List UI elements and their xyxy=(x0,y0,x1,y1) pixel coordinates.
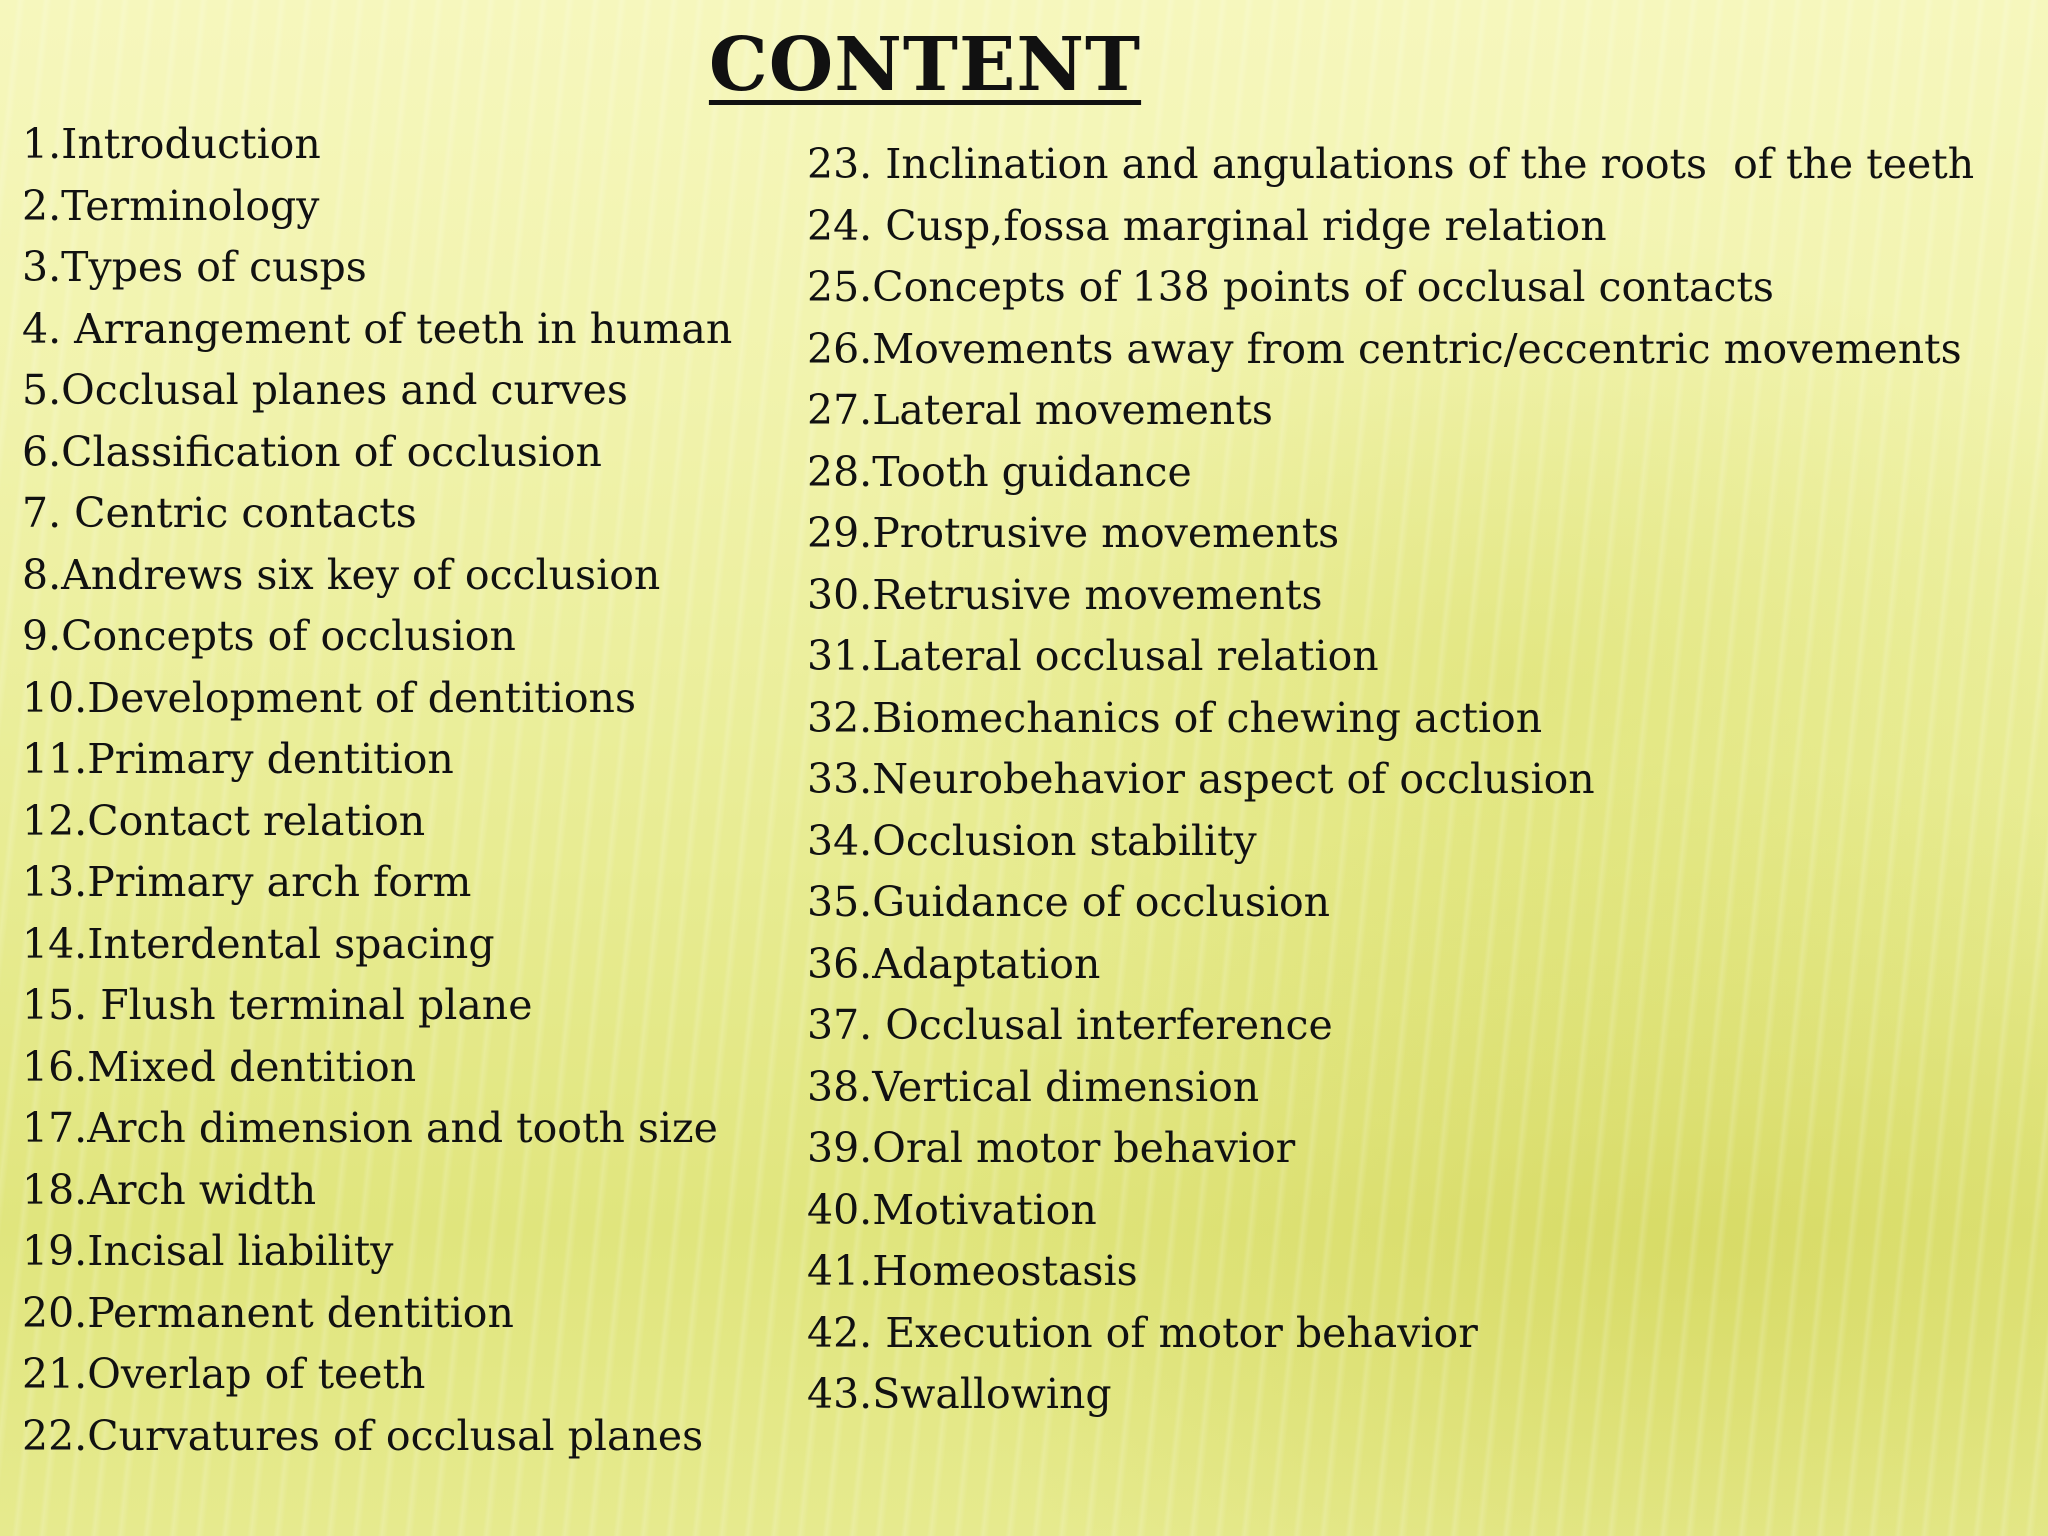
content-list-item: 12.Contact relation xyxy=(22,796,426,845)
content-list-item: 37. Occlusal interference xyxy=(807,1001,1333,1049)
content-list-item: 33.Neurobehavior aspect of occlusion xyxy=(807,755,1595,803)
right-column-list xyxy=(807,134,1974,1426)
content-list-item: 22.Curvatures of occlusal planes xyxy=(22,1411,704,1460)
content-list-item: 15. Flush terminal plane xyxy=(22,981,533,1029)
content-list-item: 19.Incisal liability xyxy=(22,1227,394,1275)
content-list-item: 27.Lateral movements xyxy=(807,386,1273,434)
content-list-item: 5.Occlusal planes and curves xyxy=(22,366,628,414)
content-list-item: 1.Introduction xyxy=(22,120,321,168)
content-list-item: 8.Andrews six key of occlusion xyxy=(22,550,661,599)
content-list-item: 34.Occlusion stability xyxy=(807,816,1257,865)
content-list-item: 11.Primary dentition xyxy=(22,735,454,783)
content-list-item: 42. Execution of motor behavior xyxy=(807,1308,1478,1357)
content-list-item: 31.Lateral occlusal relation xyxy=(807,632,1379,680)
content-list-item: 10.Development of dentitions xyxy=(22,673,636,722)
content-list-item: 43.Swallowing xyxy=(807,1370,1112,1418)
content-list-item: 16.Mixed dentition xyxy=(22,1042,417,1091)
content-list-item: 39.Oral motor behavior xyxy=(807,1124,1296,1172)
content-list-item: 38.Vertical dimension xyxy=(807,1062,1260,1111)
content-list-item: 2.Terminology xyxy=(22,181,320,230)
content-list-item: 25.Concepts of 138 points of occlusal contacts xyxy=(807,263,1774,311)
content-list-item: 3.Types of cusps xyxy=(22,243,367,291)
left-column-list xyxy=(22,114,732,1467)
content-list-item: 13.Primary arch form xyxy=(22,858,472,906)
content-list-item: 14.Interdental spacing xyxy=(22,919,495,968)
content-list-item: 17.Arch dimension and tooth size xyxy=(22,1104,718,1152)
content-list-item: 36.Adaptation xyxy=(807,939,1101,988)
content-list-item: 30.Retrusive movements xyxy=(807,570,1323,619)
content-list-item: 26.Movements away from centric/eccentric movements xyxy=(807,324,1962,373)
slide-title xyxy=(0,22,1850,108)
content-list-item: 23. Inclination and angulations of the roots of the teeth xyxy=(807,140,1975,188)
content-list-item: 18.Arch width xyxy=(22,1165,317,1214)
content-list-item: 32.Biomechanics of chewing action xyxy=(807,693,1543,742)
content-list-item: 20.Permanent dentition xyxy=(22,1288,514,1337)
content-list-item: 41.Homeostasis xyxy=(807,1247,1138,1295)
content-list-item: 40.Motivation xyxy=(807,1185,1097,1234)
content-list-item: 6.Classification of occlusion xyxy=(22,427,602,476)
content-list-item: 21.Overlap of teeth xyxy=(22,1350,426,1398)
slide-title-text: CONTENT xyxy=(708,22,1142,108)
content-list-item: 29.Protrusive movements xyxy=(807,509,1340,557)
content-list-item: 35.Guidance of occlusion xyxy=(807,878,1331,926)
content-list-item: 9.Concepts of occlusion xyxy=(22,612,516,660)
content-list-item: 28.Tooth guidance xyxy=(807,447,1192,496)
content-list-item: 4. Arrangement of teeth in human xyxy=(22,304,733,353)
content-list-item: 7. Centric contacts xyxy=(22,489,417,537)
content-list-item: 24. Cusp,fossa marginal ridge relation xyxy=(807,201,1607,250)
